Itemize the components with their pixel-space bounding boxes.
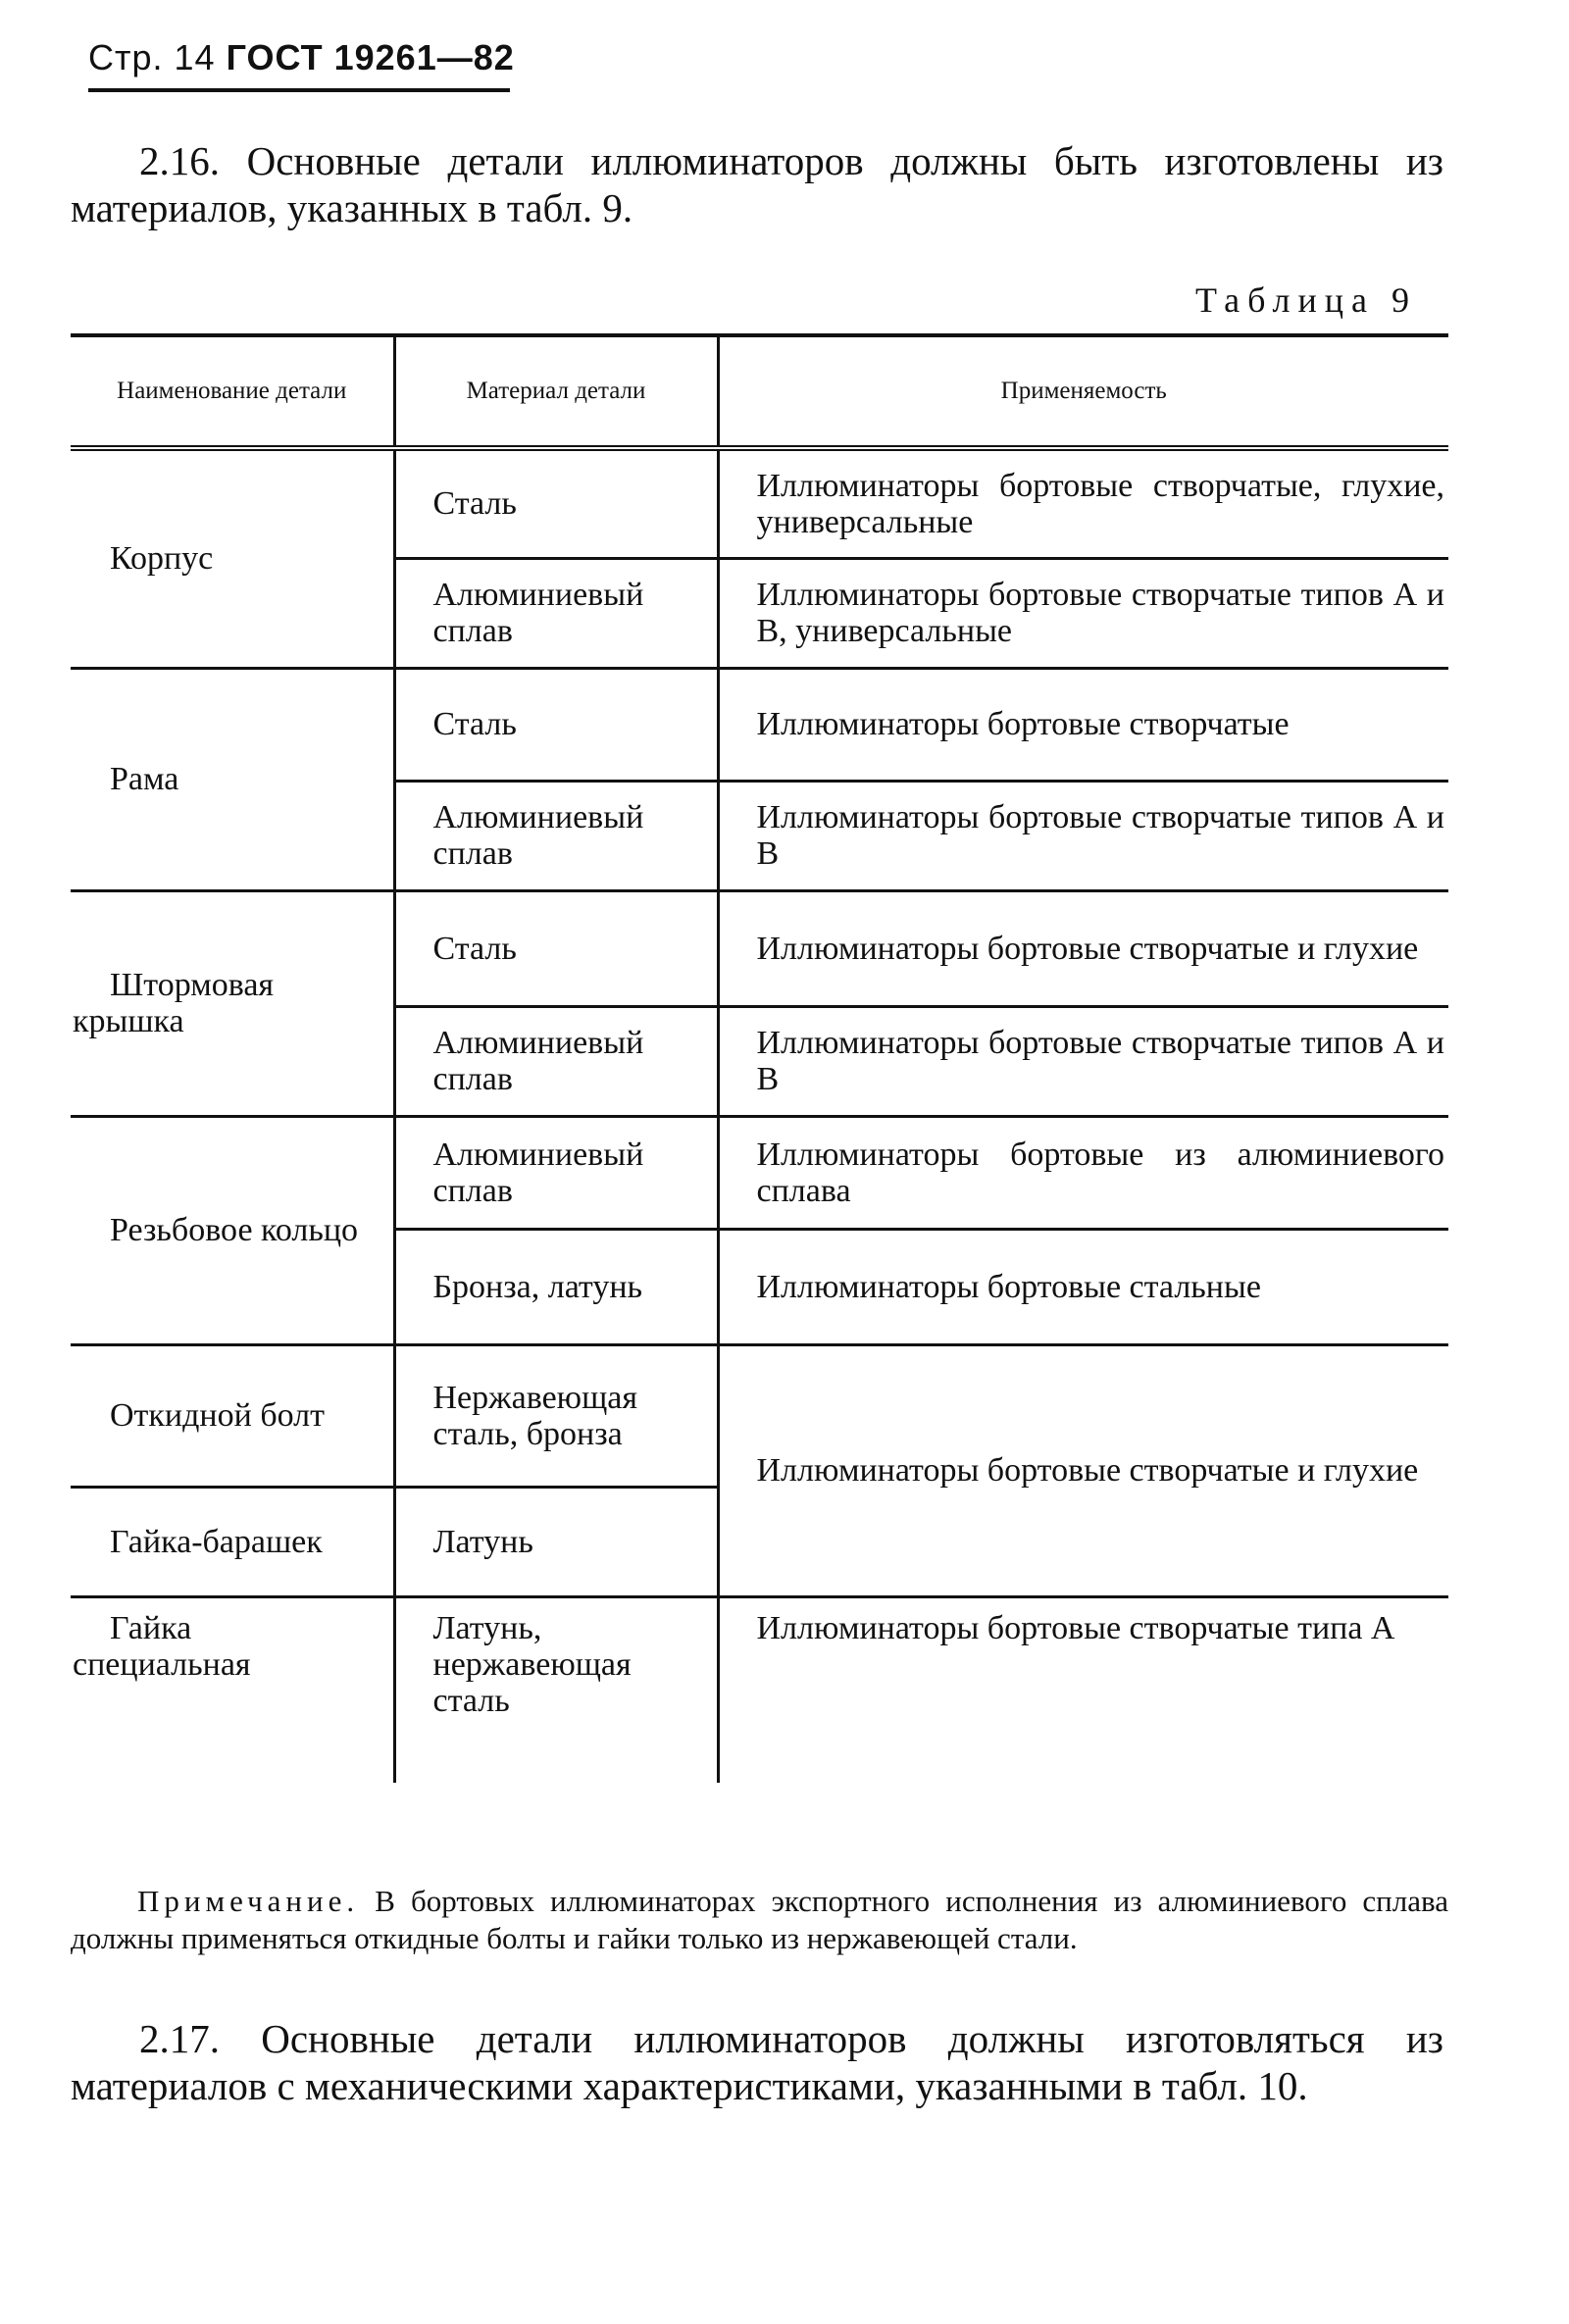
material-cell: Латунь, нержавеющая сталь [394,1596,718,1783]
table-row [71,1344,1448,1487]
applicability-cell: Иллюминаторы бортовые створчатые и глухие [718,1344,1448,1596]
table-row [71,890,1448,1006]
part-name-cell: Гайка специальная [71,1596,394,1783]
part-name-cell: Откидной болт [71,1344,394,1487]
table-row [71,448,1448,558]
material-cell: Сталь [394,448,718,558]
part-name-cell: Резьбовое кольцо [71,1116,394,1344]
material-cell: Алюминиевый сплав [394,1006,718,1116]
material-cell: Алюминиевый сплав [394,781,718,890]
note-text: В бортовых иллюминаторах экспортного исполнения из алюминиевого сплава должны применяться откидные болты и гайки только из нержавеющей стали. [71,1884,1448,1955]
applicability-cell: Иллюминаторы бортовые створчатые типов А и В [718,1006,1448,1116]
table-header-row [71,335,1448,448]
paragraph-2-16: 2.16. Основные детали иллюминаторов должны быть изготовлены из материалов, указанных в табл. 9. [71,138,1443,230]
applicability-cell: Иллюминаторы бортовые стальные [718,1229,1448,1344]
part-name-cell: Штормовая крышка [71,890,394,1116]
part-name-cell: Рама [71,668,394,890]
applicability-cell: Иллюминаторы бортовые створчатые типа А [718,1596,1448,1783]
note-label: Примечание. [137,1884,360,1918]
standard-number: ГОСТ 19261—82 [226,37,515,77]
part-name-cell: Гайка-барашек [71,1487,394,1596]
material-cell: Нержавеющая сталь, бронза [394,1344,718,1487]
table-row [71,1596,1448,1783]
part-name-cell: Корпус [110,540,214,578]
material-cell: Латунь [394,1487,718,1596]
material-cell: Алюминиевый сплав [394,1116,718,1229]
table-row [71,1116,1448,1229]
applicability-cell: Иллюминаторы бортовые створчатые типов А и В, универсальные [718,558,1448,668]
applicability-cell: Иллюминаторы бортовые створчатые, глухие, универсальные [718,448,1448,558]
paragraph-2-17: 2.17. Основные детали иллюминаторов должны изготовляться из материалов с механическими характеристиками, указанными в табл. 10. [71,2016,1443,2108]
applicability-cell: Иллюминаторы бортовые из алюминиевого сплава [718,1116,1448,1229]
applicability-cell: Иллюминаторы бортовые створчатые и глухие [718,890,1448,1006]
table-row [71,668,1448,781]
table-caption: Таблица 9 [1195,280,1417,320]
page-number: Стр. 14 [88,37,216,77]
header-material: Материал детали [394,335,718,448]
header-rule [88,88,510,92]
header-applicability: Применяемость [718,335,1448,448]
material-cell: Бронза, латунь [394,1229,718,1344]
material-cell: Сталь [394,668,718,781]
applicability-cell: Иллюминаторы бортовые створчатые типов А и В [718,781,1448,890]
header-part-name: Наименование детали [71,335,394,448]
materials-table [71,333,1448,1783]
table-note [71,1883,1448,1957]
material-cell: Алюминиевый сплав [394,558,718,668]
page-header [88,37,515,78]
applicability-cell: Иллюминаторы бортовые створчатые [718,668,1448,781]
material-cell: Сталь [394,890,718,1006]
